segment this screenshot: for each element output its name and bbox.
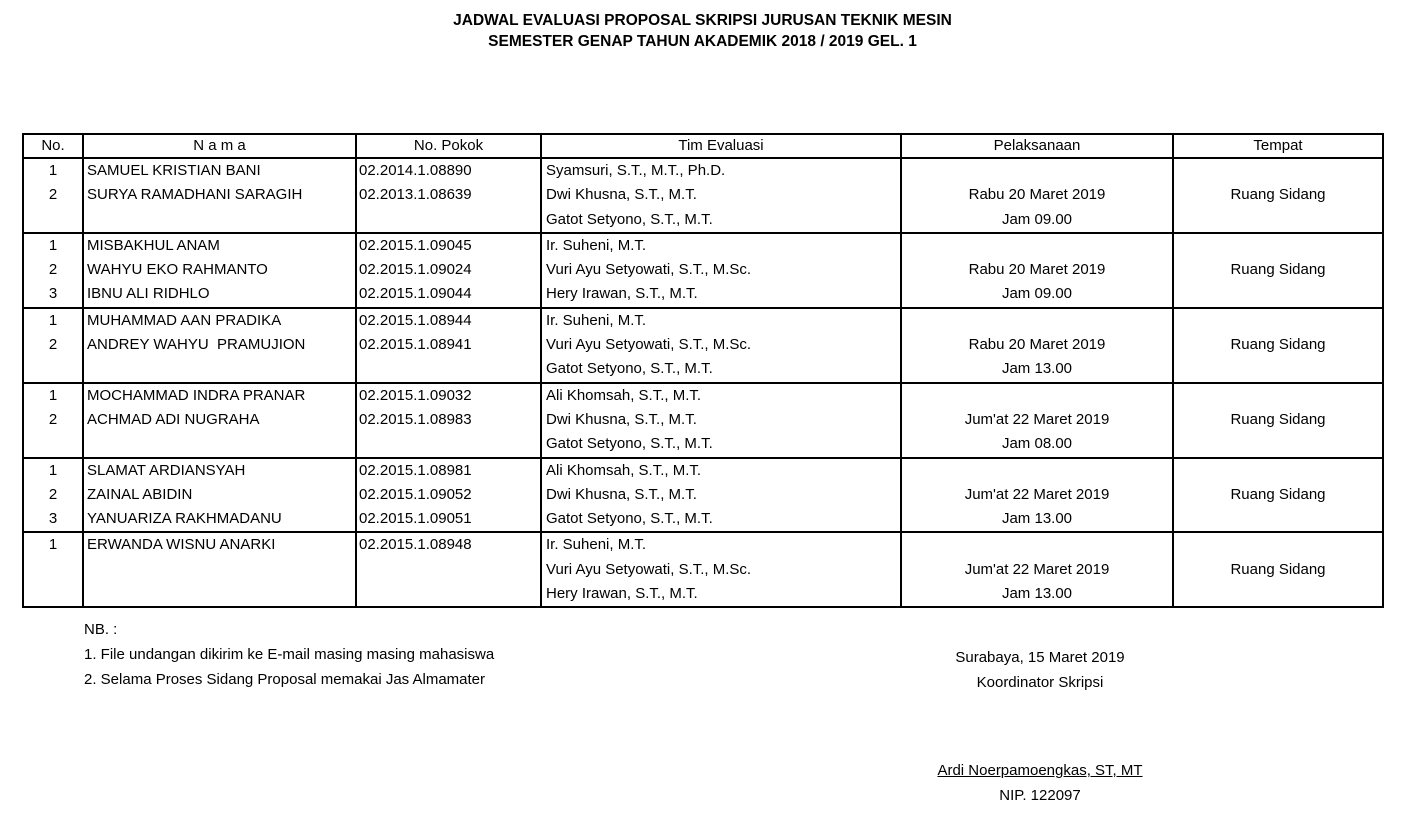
evaluator-name: Gatot Setyono, S.T., M.T. [546, 360, 713, 378]
signature-name-block [860, 758, 1220, 808]
student-no: 2 [48, 485, 58, 503]
spacer-line [1174, 234, 1382, 258]
spacer-line [24, 558, 82, 582]
tim-evaluasi-cell [541, 458, 901, 533]
name-cell [83, 158, 356, 233]
evaluator-name: Vuri Ayu Setyowati, S.T., M.Sc. [546, 560, 752, 578]
student-name: ZAINAL ABIDIN [87, 485, 193, 503]
evaluator-name: Ir. Suheni, M.T. [546, 311, 647, 329]
student-no: 2 [48, 410, 58, 428]
header-nama: N a m a [83, 134, 356, 158]
student-no: 1 [48, 461, 58, 479]
student-no: 1 [48, 311, 58, 329]
spacer-line [1174, 159, 1382, 183]
no-cell [23, 532, 83, 607]
no-pokok-cell [356, 158, 541, 233]
schedule-table [22, 133, 1384, 608]
student-name: ERWANDA WISNU ANARKI [87, 536, 276, 554]
schedule-date: Jum'at 22 Maret 2019 [964, 560, 1110, 578]
no-cell [23, 383, 83, 458]
student-no-pokok: 02.2015.1.08948 [359, 536, 472, 554]
no-pokok-cell [356, 458, 541, 533]
pelaksanaan-cell [901, 458, 1173, 533]
schedule-date: Jum'at 22 Maret 2019 [964, 410, 1110, 428]
spacer-line [24, 208, 82, 232]
student-no-pokok: 02.2015.1.09052 [359, 485, 472, 503]
student-no-pokok: 02.2013.1.08639 [359, 186, 472, 204]
name-cell [83, 308, 356, 383]
spacer-line [1174, 208, 1382, 232]
evaluator-name: Ali Khomsah, S.T., M.T. [546, 461, 702, 479]
student-name: ACHMAD ADI NUGRAHA [87, 410, 260, 428]
spacer-line [902, 234, 1172, 258]
spacer-line [24, 357, 82, 381]
tempat-cell [1173, 383, 1383, 458]
no-cell [23, 308, 83, 383]
note-item-1: 1. File undangan dikirim ke E-mail masing masing mahasiswa [84, 646, 495, 663]
evaluator-name: Gatot Setyono, S.T., M.T. [546, 210, 713, 228]
schedule-time: Jam 09.00 [1001, 285, 1073, 303]
student-name: SLAMAT ARDIANSYAH [87, 461, 246, 479]
student-no: 2 [48, 186, 58, 204]
title-line-1: JADWAL EVALUASI PROPOSAL SKRIPSI JURUSAN TEKNIK MESIN [453, 12, 952, 29]
no-pokok-cell [356, 308, 541, 383]
tempat-cell [1173, 532, 1383, 607]
room-name: Ruang Sidang [1230, 560, 1326, 578]
evaluator-name: Dwi Khusna, S.T., M.T. [546, 410, 697, 428]
tim-evaluasi-cell [541, 532, 901, 607]
spacer-line [902, 309, 1172, 333]
signature-place-date: Surabaya, 15 Maret 2019 [955, 649, 1125, 666]
pelaksanaan-cell [901, 308, 1173, 383]
table-row [23, 458, 1383, 533]
spacer-line [902, 533, 1172, 557]
header-no-pokok: No. Pokok [356, 134, 541, 158]
tim-evaluasi-cell [541, 383, 901, 458]
student-no-pokok: 02.2015.1.09024 [359, 261, 472, 279]
evaluator-name: Syamsuri, S.T., M.T., Ph.D. [546, 162, 726, 179]
schedule-time: Jam 13.00 [1001, 585, 1073, 603]
schedule-time: Jam 08.00 [1001, 435, 1073, 453]
pelaksanaan-cell [901, 383, 1173, 458]
title-line-2: SEMESTER GENAP TAHUN AKADEMIK 2018 / 2019 GEL. 1 [488, 33, 917, 50]
student-name: MOCHAMMAD INDRA PRANAR [87, 386, 306, 404]
name-cell [83, 383, 356, 458]
spacer-line [1174, 582, 1382, 606]
document-title [0, 10, 1405, 52]
schedule-time: Jam 13.00 [1001, 510, 1073, 528]
header-tim-evaluasi: Tim Evaluasi [541, 134, 901, 158]
spacer-line [84, 582, 355, 606]
name-cell [83, 532, 356, 607]
schedule-date: Rabu 20 Maret 2019 [968, 186, 1106, 204]
spacer-line [84, 558, 355, 582]
no-cell [23, 458, 83, 533]
tempat-cell [1173, 458, 1383, 533]
spacer-line [1174, 533, 1382, 557]
spacer-line [1174, 384, 1382, 408]
no-pokok-cell [356, 532, 541, 607]
evaluator-name: Ali Khomsah, S.T., M.T. [546, 386, 702, 404]
header-no: No. [23, 134, 83, 158]
spacer-line [902, 159, 1172, 183]
evaluator-name: Gatot Setyono, S.T., M.T. [546, 510, 713, 528]
spacer-line [357, 582, 540, 606]
student-no-pokok: 02.2015.1.08981 [359, 461, 472, 479]
student-no-pokok: 02.2015.1.09045 [359, 236, 472, 254]
student-no: 1 [48, 386, 58, 404]
student-name: YANUARIZA RAKHMADANU [87, 510, 282, 528]
spacer-line [357, 357, 540, 381]
schedule-date: Rabu 20 Maret 2019 [968, 261, 1106, 279]
spacer-line [1174, 507, 1382, 531]
spacer-line [1174, 357, 1382, 381]
tim-evaluasi-cell [541, 233, 901, 308]
student-no-pokok: 02.2015.1.09051 [359, 510, 472, 528]
no-cell [23, 233, 83, 308]
student-name: MISBAKHUL ANAM [87, 236, 220, 254]
student-no-pokok: 02.2015.1.09032 [359, 386, 472, 404]
evaluator-name: Dwi Khusna, S.T., M.T. [546, 485, 697, 503]
spacer-line [24, 432, 82, 456]
schedule-time: Jam 13.00 [1001, 360, 1073, 378]
header-pelaksanaan: Pelaksanaan [901, 134, 1173, 158]
signature-name: Ardi Noerpamoengkas, ST, MT [937, 762, 1143, 779]
tempat-cell [1173, 158, 1383, 233]
room-name: Ruang Sidang [1230, 410, 1326, 428]
spacer-line [84, 432, 355, 456]
name-cell [83, 233, 356, 308]
student-no-pokok: 02.2015.1.08944 [359, 311, 472, 329]
student-no: 3 [48, 285, 58, 303]
signature-role: Koordinator Skripsi [976, 674, 1104, 691]
notes-label: NB. : [84, 621, 118, 638]
table-row [23, 308, 1383, 383]
student-name: IBNU ALI RIDHLO [87, 285, 210, 303]
spacer-line [357, 208, 540, 232]
note-item-2: 2. Selama Proses Sidang Proposal memakai Jas Almamater [84, 671, 486, 688]
table-row [23, 383, 1383, 458]
tim-evaluasi-cell [541, 158, 901, 233]
spacer-line [24, 582, 82, 606]
pelaksanaan-cell [901, 532, 1173, 607]
evaluator-name: Dwi Khusna, S.T., M.T. [546, 186, 697, 204]
name-cell [83, 458, 356, 533]
spacer-line [902, 384, 1172, 408]
student-no-pokok: 02.2015.1.09044 [359, 285, 472, 303]
spacer-line [84, 357, 355, 381]
student-no-pokok: 02.2015.1.08941 [359, 336, 472, 354]
student-no-pokok: 02.2015.1.08983 [359, 410, 472, 428]
student-no: 3 [48, 510, 58, 528]
student-no: 2 [48, 261, 58, 279]
evaluator-name: Gatot Setyono, S.T., M.T. [546, 435, 713, 453]
student-no: 1 [48, 162, 58, 179]
tim-evaluasi-cell [541, 308, 901, 383]
pelaksanaan-cell [901, 158, 1173, 233]
evaluator-name: Ir. Suheni, M.T. [546, 236, 647, 254]
evaluator-name: Hery Irawan, S.T., M.T. [546, 585, 698, 603]
tempat-cell [1173, 308, 1383, 383]
no-cell [23, 158, 83, 233]
student-no: 1 [48, 236, 58, 254]
spacer-line [357, 432, 540, 456]
no-pokok-cell [356, 233, 541, 308]
room-name: Ruang Sidang [1230, 261, 1326, 279]
room-name: Ruang Sidang [1230, 336, 1326, 354]
spacer-line [902, 459, 1172, 483]
evaluator-name: Vuri Ayu Setyowati, S.T., M.Sc. [546, 261, 752, 279]
table-row [23, 233, 1383, 308]
evaluator-name: Hery Irawan, S.T., M.T. [546, 285, 698, 303]
spacer-line [1174, 309, 1382, 333]
spacer-line [357, 558, 540, 582]
student-name: SURYA RAMADHANI SARAGIH [87, 186, 303, 204]
table-row [23, 532, 1383, 607]
evaluator-name: Ir. Suheni, M.T. [546, 536, 647, 554]
student-no-pokok: 02.2014.1.08890 [359, 162, 472, 179]
notes-block [84, 617, 494, 692]
room-name: Ruang Sidang [1230, 485, 1326, 503]
evaluator-name: Vuri Ayu Setyowati, S.T., M.Sc. [546, 336, 752, 354]
spacer-line [1174, 282, 1382, 306]
schedule-date: Rabu 20 Maret 2019 [968, 336, 1106, 354]
student-no: 1 [48, 536, 58, 554]
student-no: 2 [48, 336, 58, 354]
tempat-cell [1173, 233, 1383, 308]
student-name: SAMUEL KRISTIAN BANI [87, 162, 261, 179]
schedule-time: Jam 09.00 [1001, 210, 1073, 228]
student-name: ANDREY WAHYU PRAMUJION [87, 336, 306, 354]
no-pokok-cell [356, 383, 541, 458]
signature-nip: NIP. 122097 [999, 787, 1081, 804]
pelaksanaan-cell [901, 233, 1173, 308]
schedule-date: Jum'at 22 Maret 2019 [964, 485, 1110, 503]
spacer-line [1174, 432, 1382, 456]
student-name: WAHYU EKO RAHMANTO [87, 261, 268, 279]
room-name: Ruang Sidang [1230, 186, 1326, 204]
spacer-line [84, 208, 355, 232]
spacer-line [1174, 459, 1382, 483]
table-row [23, 158, 1383, 233]
student-name: MUHAMMAD AAN PRADIKA [87, 311, 282, 329]
table-header-row [23, 134, 1383, 158]
header-tempat: Tempat [1173, 134, 1383, 158]
signature-heading-block [860, 645, 1220, 695]
